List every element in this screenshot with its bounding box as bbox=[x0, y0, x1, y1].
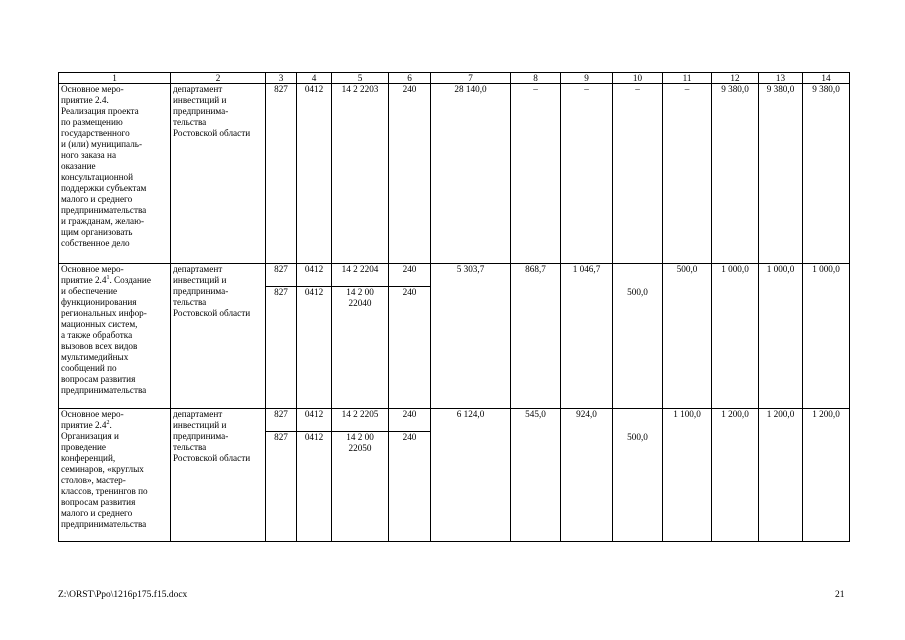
vr-code: 240 bbox=[389, 84, 431, 264]
csr-code: 14 2 2205 bbox=[332, 409, 389, 432]
table-row bbox=[59, 264, 850, 287]
value-cell: 924,0 bbox=[561, 409, 613, 542]
value-cell: 1 200,0 bbox=[759, 409, 803, 542]
vr-code: 240 bbox=[389, 287, 431, 409]
table-row bbox=[59, 409, 850, 432]
header-cell: 8 bbox=[511, 73, 561, 84]
header-cell: 3 bbox=[266, 73, 297, 84]
value-cell: – bbox=[561, 84, 613, 264]
value-cell: 1 046,7 bbox=[561, 264, 613, 409]
value-cell: 1 000,0 bbox=[712, 264, 759, 409]
rzpr-code: 0412 bbox=[297, 287, 332, 409]
measure-name-sup: 2 bbox=[106, 419, 110, 426]
page-number: 21 bbox=[835, 590, 845, 600]
header-row bbox=[59, 73, 850, 84]
value-cell: 1 200,0 bbox=[712, 409, 759, 542]
grbs-code: 827 bbox=[266, 409, 297, 432]
header-cell: 7 bbox=[431, 73, 511, 84]
header-cell: 11 bbox=[663, 73, 712, 84]
rzpr-code: 0412 bbox=[297, 264, 332, 287]
value-cell: 9 380,0 bbox=[759, 84, 803, 264]
csr-code: 14 2 2204 bbox=[332, 264, 389, 287]
value-cell: 545,0 bbox=[511, 409, 561, 542]
measure-name-rest: . Организация и проведение конференций, семинаров, «круглых столов», мастер- классов, тренингов по вопросам развития малого и среднего предпринимательства bbox=[61, 420, 148, 529]
file-path: Z:\ORST\Ppo\1216p175.f15.docx bbox=[58, 590, 188, 600]
value-cell: 1 000,0 bbox=[759, 264, 803, 409]
program-table bbox=[58, 72, 850, 542]
measure-name bbox=[59, 264, 171, 409]
header-cell: 2 bbox=[171, 73, 266, 84]
value-cell: 28 140,0 bbox=[431, 84, 511, 264]
measure-name-main: Основное меро- приятие 2.4 bbox=[61, 264, 124, 285]
vr-code: 240 bbox=[389, 432, 431, 542]
value-cell: 1 100,0 bbox=[663, 409, 712, 542]
grbs-code: 827 bbox=[266, 264, 297, 287]
header-cell: 14 bbox=[803, 73, 850, 84]
value-cell: 500,0 bbox=[663, 264, 712, 409]
measure-name-main: Основное меро- приятие 2.4 bbox=[61, 409, 124, 430]
header-cell: 9 bbox=[561, 73, 613, 84]
value-cell: 500,0 bbox=[613, 432, 663, 542]
value-cell: 1 000,0 bbox=[803, 264, 850, 409]
header-cell: 10 bbox=[613, 73, 663, 84]
executor: департамент инвестиций и предпринима- тельства Ростовской области bbox=[171, 84, 266, 264]
value-cell: 500,0 bbox=[613, 287, 663, 409]
vr-code: 240 bbox=[389, 409, 431, 432]
value-cell: 9 380,0 bbox=[803, 84, 850, 264]
value-cell-empty bbox=[613, 409, 663, 432]
measure-name: Основное меро- приятие 2.4. Реализация проекта по размещению государственного и (или) муниципаль- ного заказа на оказание консультационной поддержки субъектам малого и среднего предпринимательства и гражданам, желаю- щим организовать собственное дело bbox=[59, 84, 171, 264]
csr-code: 14 2 00 22040 bbox=[332, 287, 389, 409]
grbs-code: 827 bbox=[266, 287, 297, 409]
header-cell: 5 bbox=[332, 73, 389, 84]
value-cell: 1 200,0 bbox=[803, 409, 850, 542]
vr-code: 240 bbox=[389, 264, 431, 287]
header-cell: 6 bbox=[389, 73, 431, 84]
rzpr-code: 0412 bbox=[297, 84, 332, 264]
grbs-code: 827 bbox=[266, 84, 297, 264]
value-cell: – bbox=[663, 84, 712, 264]
value-cell-empty bbox=[613, 264, 663, 287]
csr-code: 14 2 2203 bbox=[332, 84, 389, 264]
value-cell: 9 380,0 bbox=[712, 84, 759, 264]
header-cell: 4 bbox=[297, 73, 332, 84]
executor: департамент инвестиций и предпринима- тельства Ростовской области bbox=[171, 264, 266, 409]
csr-code: 14 2 00 22050 bbox=[332, 432, 389, 542]
executor: департамент инвестиций и предпринима- тельства Ростовской области bbox=[171, 409, 266, 542]
table-row bbox=[59, 84, 850, 264]
measure-name-rest: . Создание и обеспечение функционирования региональных инфор- мационных систем, а также обработка вызовов всех видов мультимедийных сообщений по вопросам развития предпринимательства bbox=[61, 275, 151, 395]
measure-name bbox=[59, 409, 171, 542]
measure-name-sup: 1 bbox=[106, 274, 110, 281]
grbs-code: 827 bbox=[266, 432, 297, 542]
header-cell: 1 bbox=[59, 73, 171, 84]
rzpr-code: 0412 bbox=[297, 432, 332, 542]
value-cell: – bbox=[613, 84, 663, 264]
value-cell: 6 124,0 bbox=[431, 409, 511, 542]
rzpr-code: 0412 bbox=[297, 409, 332, 432]
value-cell: 5 303,7 bbox=[431, 264, 511, 409]
value-cell: – bbox=[511, 84, 561, 264]
header-cell: 13 bbox=[759, 73, 803, 84]
header-cell: 12 bbox=[712, 73, 759, 84]
value-cell: 868,7 bbox=[511, 264, 561, 409]
